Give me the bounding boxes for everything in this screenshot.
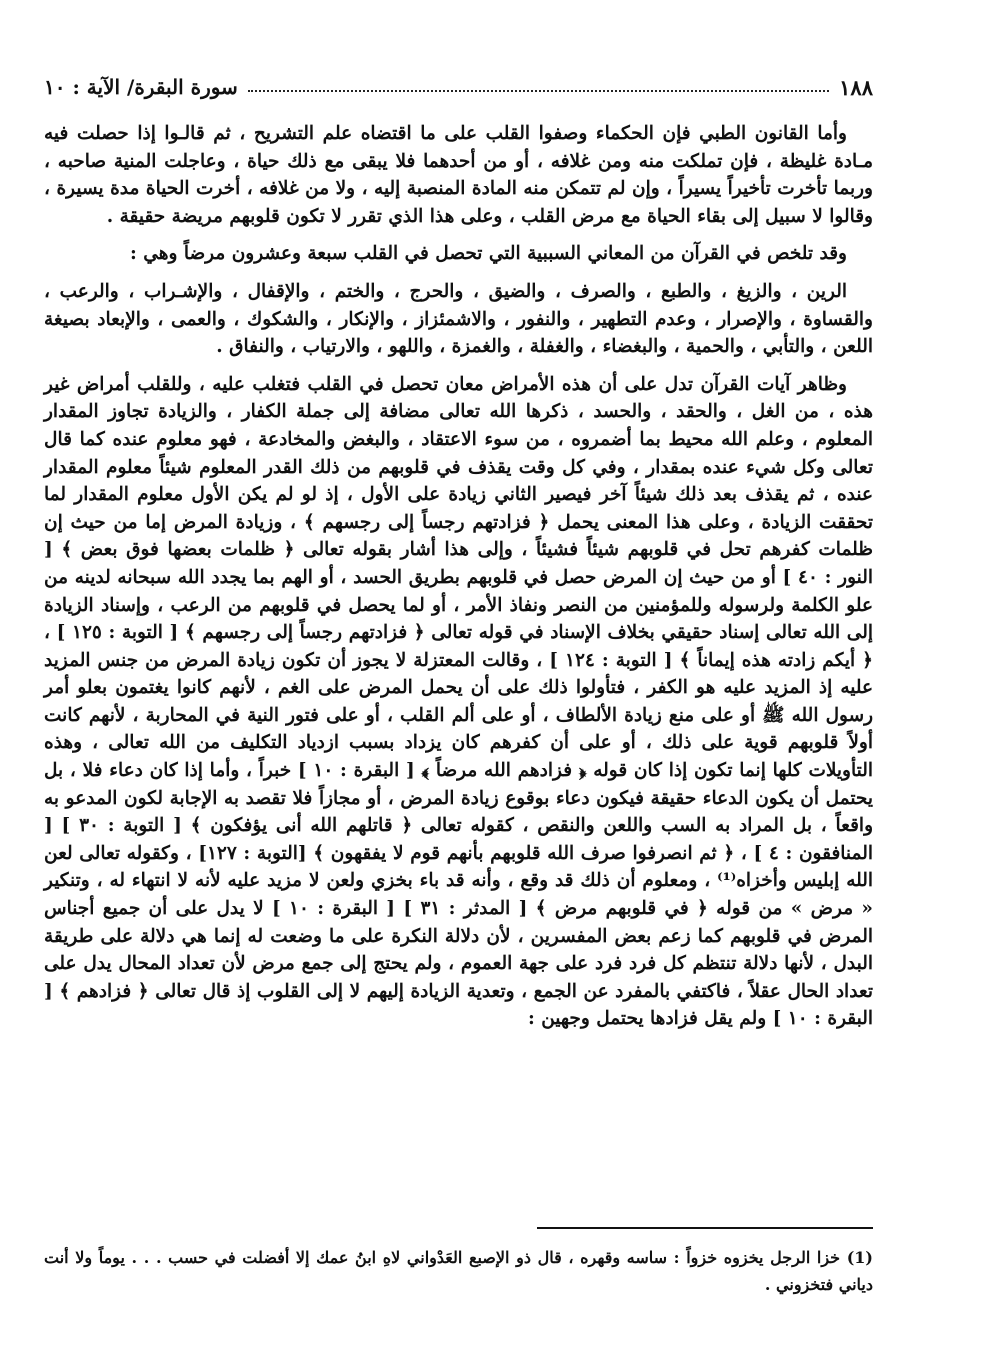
- paragraph: وظاهر آيات القرآن تدل على أن هذه الأمراض معان تحصل في القلب فتغلب عليه ، وللقلب أمراض غير هذه ، من الغل ، والحقد ، والحسد ، ذكرها الله تعالى مضافة إلى جملة الكفار ، والزيادة تجاوز المقدار المعلوم ، وعلم الله محيط بما أضمروه ، من سوء الاعتقاد ، والبغض والمخادعة ، فهو معلوم عنده كما قال تعالى وكل شيء عنده بمقدار ، وفي كل وقت يقذف في قلوبهم من ذلك القدر المعلوم شيئاً معلوم المقدار عنده ، ثم يقذف بعد ذلك شيئاً آخر فيصير الثاني زيادة على الأول ، إذ لو لم يكن الأول معلوم المقدار لما تحققت الزيادة ، وعلى هذا المعنى يحمل ﴿ فزادتهم رجساً إلى رجسهم ﴾ ، وزيادة المرض إما من حيث إن ظلمات كفرهم تحل في قلوبهم شيئاً فشيئاً ، وإلى هذا أشار بقوله تعالى ﴿ ظلمات بعضها فوق بعض ﴾ [ النور : ٤٠ ] أو من حيث إن المرض حصل في قلوبهم بطريق الحسد ، أو الهم بما يجدد الله سبحانه لدينه من علو الكلمة ولرسوله وللمؤمنين من النصر ونفاذ الأمر ، أو لما يحصل في قلوبهم من الرعب ، وإسناد الزيادة إلى الله تعالى إسناد حقيقي بخلاف الإسناد في قوله تعالى ﴿ فزادتهم رجساً إلى رجسهم ﴾ [ التوبة : ١٢٥ ] ، ﴿ أيكم زادته هذه إيماناً ﴾ [ التوبة : ١٢٤ ] ، وقالت المعتزلة لا يجوز أن تكون زيادة المرض من جنس المزيد عليه إذ المزيد عليه هو الكفر ، فتأولوا ذلك على أن يحمل المرض على الغم ، لأنهم كانوا يغتمون بعلو أمر رسول الله ﷺ أو على منع زيادة الألطاف ، أو على ألم القلب ، أو على فتور النية في المحاربة ، لأنهم كانت أولاً قلوبهم قوية على ذلك ، أو على أن كفرهم كان يزداد بسبب ازدياد التكليف من الله تعالى ، وهذه التأويلات كلها إنما تكون إذا كان قوله ﴿ فزادهم الله مرضاً ﴾ [ البقرة : ١٠ ] خبراً ، وأما إذا كان دعاء فلا ، بل يحتمل أن يكون الدعاء حقيقة فيكون دعاء بوقوع زيادة المرض ، أو مجازاً فلا تقصد به الإجابة لكون المدعو به واقعاً ، بل المراد به السب واللعن والنقص ، كقوله تعالى ﴿ قاتلهم الله أنى يؤفكون ﴾ [ التوبة : ٣٠ ] [ المنافقون : ٤ ] ، ﴿ ثم انصرفوا صرف الله قلوبهم بأنهم قوم لا يفقهون ﴾ [التوبة : ١٢٧] ، وكقوله تعالى لعن الله إبليس وأخزاه⁽¹⁾ ، ومعلوم أن ذلك قد وقع ، وأنه قد باء بخزي ولعن لا مزيد عليه لأنه لا انتهاء له ، وتنكير « مرض » من قوله ﴿ في قلوبهم مرض ﴾ [ المدثر : ٣١ ] [ البقرة : ١٠ ] لا يدل على أن جميع أجناس المرض في قلوبهم كما زعم بعض المفسرين ، لأن دلالة النكرة على ما وضعت له إنما هي دلالة على طريقة البدل ، لأنها دلالة تنتظم كل فرد فرد على جهة العموم ، ولم يحتج إلى جمع مرض لأن تعداد المحال يدل على تعداد الحال عقلاً ، فاكتفي بالمفرد عن الجمع ، وتعدية الزيادة إليهم لا إلى القلوب إذ قال تعالى ﴿ فزادهم ﴾ [ البقرة : ١٠ ] ولم يقل فزادها يحتمل وجهين :: [44, 373, 874, 1030]
- main-text: [44, 120, 873, 1033]
- page-header: [44, 72, 873, 102]
- footnote: [44, 1244, 873, 1298]
- dotted-leader: [248, 90, 829, 92]
- footnote-text: (1) خزا الرجل يخزوه خزواً : ساسه وقهره ، قال ذو الإصبع العَدْواني لاهِ ابنُ عمك إلا أفضلت في حسب . . . يوماً ولا أنت دياني فتخزوني .: [44, 1248, 873, 1294]
- page-number: ١٨٨: [839, 74, 873, 100]
- running-title: سورة البقرة/ الآية : ١٠: [44, 75, 238, 99]
- footnote-separator: [537, 1227, 873, 1229]
- paragraph-list-of-diseases: الرين ، والزيغ ، والطبع ، والصرف ، والضيق ، والحرج ، والختم ، والإقفال ، والإشـراب ، والرعب ، والقساوة ، والإصرار ، وعدم التطهير ، والنفور ، والاشمئزاز ، والإنكار ، والشكوك ، والعمى ، والإبعاد بصيغة اللعن ، والتأبي ، والحمية ، والبغضاء ، والغفلة ، والغمزة ، واللهو ، والارتياب ، والنفاق .: [44, 280, 873, 358]
- paragraph: وأما القانون الطبي فإن الحكماء وصفوا القلب على ما اقتضاه علم التشريح ، ثم قالـوا إذا حصلت فيه مـادة غليظة ، فإن تملكت منه ومن غلافه ، أو من أحدهما فلا يبقى مع ذلك حياة ، وعاجلت المنية صاحبه ، وربما تأخرت تأخيراً يسيراً ، وإن لم تتمكن منه المادة المنصبة إليه ، ولا من غلافه ، أخرت الحياة مدة يسيرة ، وقالوا لا سبيل إلى بقاء الحياة مع مرض القلب ، وعلى هذا الذي تقرر لا تكون قلوبهم مريضة حقيقة .: [44, 123, 873, 227]
- paragraph: وقد تلخص في القرآن من المعاني السببية التي تحصل في القلب سبعة وعشرون مرضاً وهي :: [130, 243, 847, 265]
